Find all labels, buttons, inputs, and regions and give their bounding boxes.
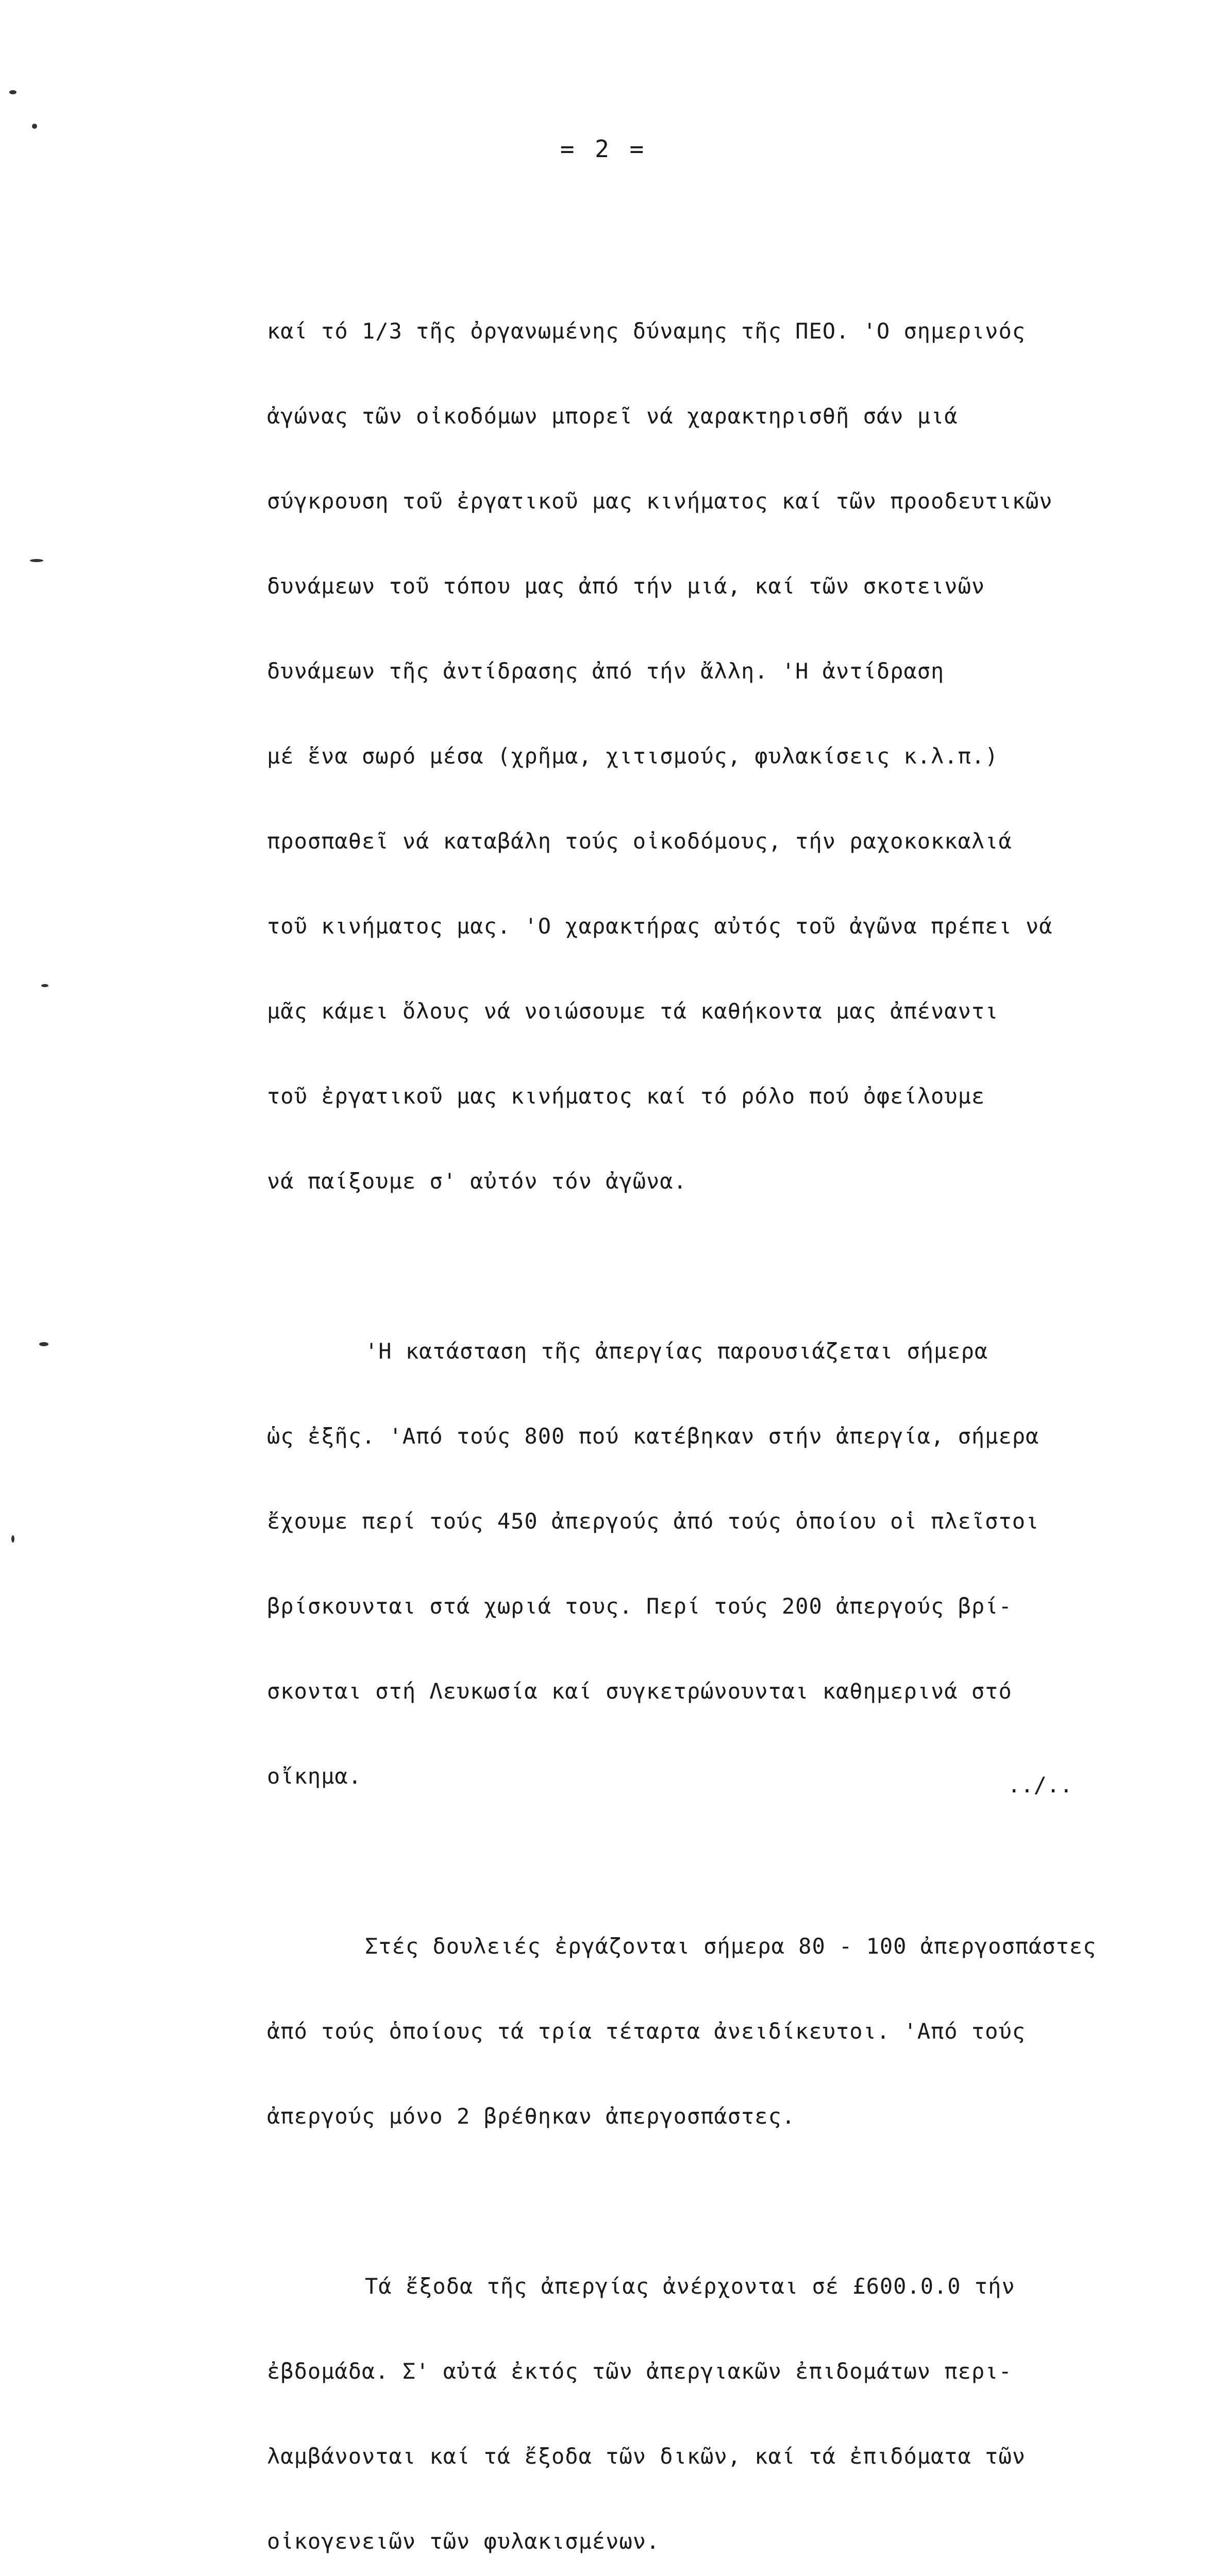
- scan-speck: [39, 1342, 48, 1346]
- text-line: ὡς ἐξῆς. 'Από τούς 800 πού κατέβηκαν στήν ἀπεργία, σήμερα: [267, 1423, 1040, 1449]
- continuation-mark: ../..: [1008, 1772, 1073, 1798]
- text-line: λαμβάνονται καί τά ἔξοδα τῶν δικῶν, καί τά ἐπιδόματα τῶν: [267, 2444, 1026, 2469]
- paragraph: [267, 2215, 1195, 2576]
- text-line: ἀπεργούς μόνο 2 βρέθηκαν ἀπεργοσπάστες.: [267, 2104, 796, 2129]
- scan-speck: [9, 90, 16, 94]
- text-line: δυνάμεων τῆς ἀντίδρασης ἀπό τήν ἄλλη. 'Η ἀντίδραση: [267, 658, 945, 684]
- text-line: ἀπό τούς ὁποίους τά τρία τέταρτα ἀνειδίκευτοι. 'Από τούς: [267, 2019, 1026, 2044]
- text-line: σύγκρουση τοῦ ἐργατικοῦ μας κινήματος καί τῶν προοδευτικῶν: [267, 488, 1053, 514]
- text-line: οἴκημα.: [267, 1764, 362, 1789]
- text-line: βρίσκουνται στά χωριά τους. Περί τούς 200 ἀπεργούς βρί-: [267, 1594, 1012, 1619]
- text-line: μᾶς κάμει ὅλους νά νοιώσουμε τά καθήκοντα μας ἀπέναντι: [267, 998, 999, 1024]
- scan-speck: [11, 1535, 14, 1543]
- text-line: καί τό 1/3 τῆς ὀργανωμένης δύναμης τῆς ΠΕΟ. 'Ο σημερινός: [267, 318, 1026, 344]
- text-line: ἀγώνας τῶν οἰκοδόμων μπορεῖ νά χαρακτηρισθῆ σάν μιά: [267, 403, 958, 429]
- page-number: = 2 =: [560, 135, 647, 163]
- text-line: δυνάμεων τοῦ τόπου μας ἀπό τήν μιά, καί τῶν σκοτεινῶν: [267, 573, 985, 599]
- scan-speck: [30, 559, 43, 562]
- text-line: νά παίξουμε σ' αὐτόν τόν ἀγῶνα.: [267, 1168, 687, 1194]
- text-line: τοῦ κινήματος μας. 'Ο χαρακτήρας αὐτός τοῦ ἀγῶνα πρέπει νά: [267, 913, 1053, 939]
- paragraph: [267, 1875, 1195, 2187]
- text-line: σκονται στή Λευκωσία καί συγκετρώνουνται καθημερινά στό: [267, 1679, 1012, 1704]
- text-line: μέ ἕνα σωρό μέσα (χρῆμα, χιτισμούς, φυλακίσεις κ.λ.π.): [267, 743, 999, 769]
- text-line: ἔχουμε περί τούς 450 ἀπεργούς ἀπό τούς ὁποίου οἱ πλεῖστοι: [267, 1509, 1040, 1534]
- document-body: [267, 260, 1195, 2576]
- text-line: προσπαθεῖ νά καταβάλη τούς οἰκοδόμους, τήν ραχοκοκκαλιά: [267, 828, 1012, 854]
- text-line: ἐβδομάδα. Σ' αὐτά ἐκτός τῶν ἀπεργιακῶν ἐπιδομάτων περι-: [267, 2359, 1012, 2384]
- text-line: οἰκογενειῶν τῶν φυλακισμένων.: [267, 2529, 660, 2554]
- scan-speck: [32, 124, 37, 129]
- paragraph: [267, 260, 1195, 1252]
- text-line: 'Η κατάσταση τῆς ἀπεργίας παρουσιάζεται σήμερα: [365, 1338, 988, 1364]
- text-line: Τά ἔξοδα τῆς ἀπεργίας ἀνέρχονται σέ £600.0.0 τήν: [365, 2274, 1015, 2299]
- scan-speck: [41, 984, 48, 987]
- text-line: τοῦ ἐργατικοῦ μας κινήματος καί τό ρόλο πού ὀφείλουμε: [267, 1083, 985, 1109]
- paragraph: [267, 1280, 1195, 1847]
- text-line: Στές δουλειές ἐργάζονται σήμερα 80 - 100 ἀπεργοσπάστες: [365, 1934, 1097, 1959]
